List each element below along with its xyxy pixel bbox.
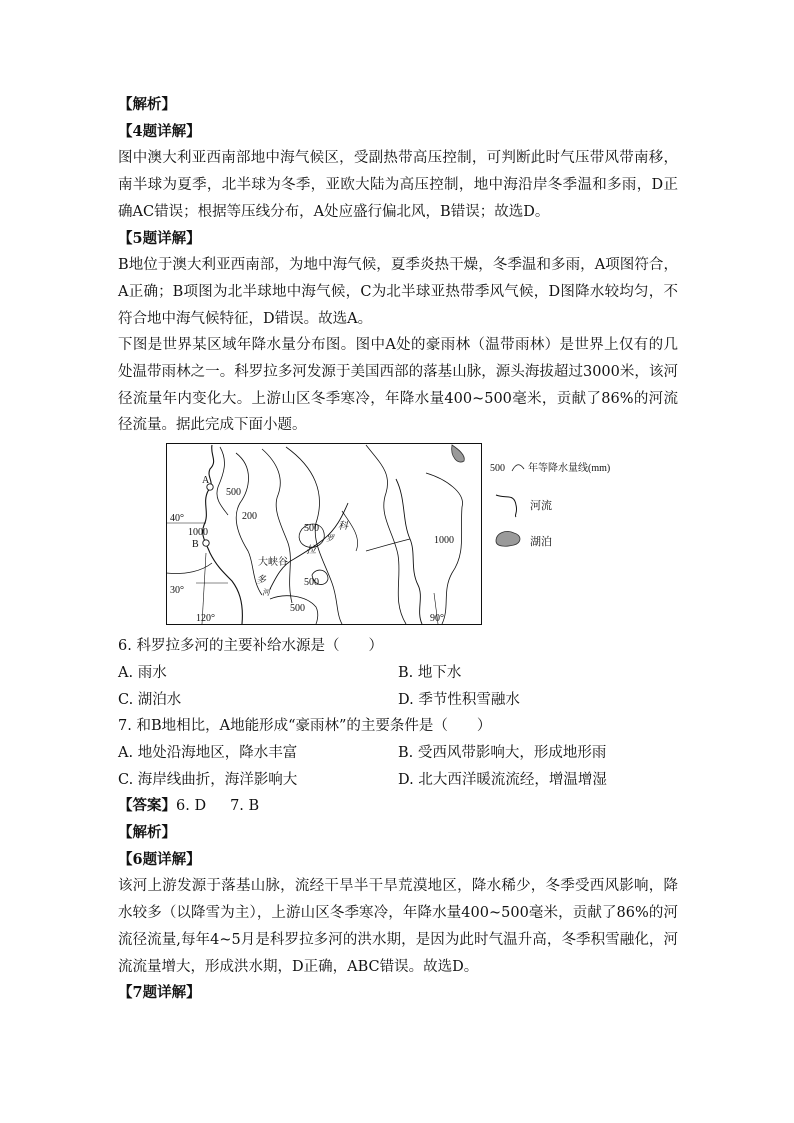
q6-stem: 6. 科罗拉多河的主要补给水源是（ ） xyxy=(118,638,383,655)
point-b-marker xyxy=(203,540,209,546)
precipitation-figure xyxy=(118,443,678,633)
grand-canyon-label: 大峡谷 xyxy=(258,557,288,569)
q7-detail-heading: 【7题详解】 xyxy=(118,984,201,1002)
answer-label: 【答案】 xyxy=(118,797,176,815)
lon-90-label: 90° xyxy=(430,613,444,625)
river-char-ke: 科 xyxy=(338,521,348,533)
river-char-he: 河 xyxy=(262,588,270,598)
point-a-label: A xyxy=(202,475,210,487)
q6-option-b: B. 地下水 xyxy=(398,664,462,681)
precipitation-map xyxy=(166,443,482,625)
legend-isoline-symbol xyxy=(512,465,524,471)
q7-option-b: B. 受西风带影响大，形成地形雨 xyxy=(398,744,607,761)
isoline-500-a: 500 xyxy=(226,487,241,499)
q6-explanation: 该河上游发源于落基山脉，流经干旱半干旱荒漠地区，降水稀少，冬季受西风影响，降水较多（以降雪为主），上游山区冬季寒冷，年降水量400~500毫米，贡献了86%的河流径流量,每年4~5月是科罗拉多河的洪水期，是因为此时气温升高，冬季积雪融化，河流流量增大，形成洪水期，D正确，ABC错误。故选D。 xyxy=(118,878,678,975)
q7-option-d: D. 北大西洋暖流流经，增温增湿 xyxy=(398,771,607,788)
q6-options-row-2 xyxy=(118,687,678,714)
q6-option-a: A. 雨水 xyxy=(118,664,167,681)
river-char-luo: 罗 xyxy=(326,534,334,544)
legend-isoline-value: 500 xyxy=(490,463,505,475)
q6-options-row-1 xyxy=(118,660,678,687)
lon-120-label: 120° xyxy=(196,613,215,625)
q7-option-a: A. 地处沿海地区，降水丰富 xyxy=(118,744,298,761)
isoline-500-b: 500 xyxy=(304,523,319,535)
isoline-500-d: 500 xyxy=(290,603,305,615)
lat-40-label: 40° xyxy=(170,513,184,525)
q6-option-c: C. 湖泊水 xyxy=(118,691,182,708)
document-page xyxy=(118,92,678,1007)
legend-lake-symbol xyxy=(496,532,520,547)
isoline-200: 200 xyxy=(242,511,257,523)
answer-q7: 7. B xyxy=(230,798,260,815)
isoline-1000-east: 1000 xyxy=(434,535,454,547)
answer-line xyxy=(118,793,678,820)
legend-isoline-label: 年等降水量线(mm) xyxy=(528,463,611,475)
legend-lake-label: 湖泊 xyxy=(530,536,552,549)
q6-option-d: D. 季节性积雪融水 xyxy=(398,691,520,708)
q5-explanation: B地位于澳大利亚西南部，为地中海气候，夏季炎热干燥，冬季温和多雨，A项图符合，A正确；B项图为北半球地中海气候，C为北半球亚热带季风气候，D图降水较均匀，不符合地中海气候特征，D错误。故选A。 xyxy=(118,257,678,327)
q4-detail-heading: 【4题详解】 xyxy=(118,122,201,140)
q7-option-c: C. 海岸线曲折，海洋影响大 xyxy=(118,771,298,788)
q7-stem: 7. 和B地相比，A地能形成“豪雨林”的主要条件是（ ） xyxy=(118,718,492,735)
q6-detail-heading: 【6题详解】 xyxy=(118,850,201,868)
legend-river-label: 河流 xyxy=(530,500,552,513)
lat-30-label: 30° xyxy=(170,585,184,597)
question-intro: 下图是世界某区域年降水量分布图。图中A处的豪雨林（温带雨林）是世界上仅有的几处温带雨林之一。科罗拉多河发源于美国西部的落基山脉，源头海拔超过3000米，该河径流量年内变化大。上游山区冬季寒冷，年降水量400~500毫米，贡献了86%的河流径流量。据此完成下面小题。 xyxy=(118,337,678,434)
analysis-heading-2: 【解析】 xyxy=(118,824,176,842)
q4-explanation: 图中澳大利亚西南部地中海气候区，受副热带高压控制，可判断此时气压带风带南移，南半球为夏季，北半球为冬季，亚欧大陆为高压控制，地中海沿岸冬季温和多雨，D正确AC错误；根据等压线分布，A处应盛行偏北风，B错误；故选D。 xyxy=(118,150,678,220)
river-char-la: 拉 xyxy=(306,545,316,557)
q7-options-row-1 xyxy=(118,740,678,767)
q7-options-row-2 xyxy=(118,767,678,794)
river-char-duo: 多 xyxy=(256,575,266,587)
isoline-1000-west: 1000 xyxy=(188,527,208,539)
legend-river-symbol xyxy=(496,495,517,517)
isoline-500-c: 500 xyxy=(304,577,319,589)
answer-q6: 6. D xyxy=(176,798,207,815)
analysis-heading: 【解析】 xyxy=(118,96,176,113)
point-b-label: B xyxy=(192,539,199,551)
map-legend xyxy=(486,443,646,553)
q5-detail-heading: 【5题详解】 xyxy=(118,229,201,247)
